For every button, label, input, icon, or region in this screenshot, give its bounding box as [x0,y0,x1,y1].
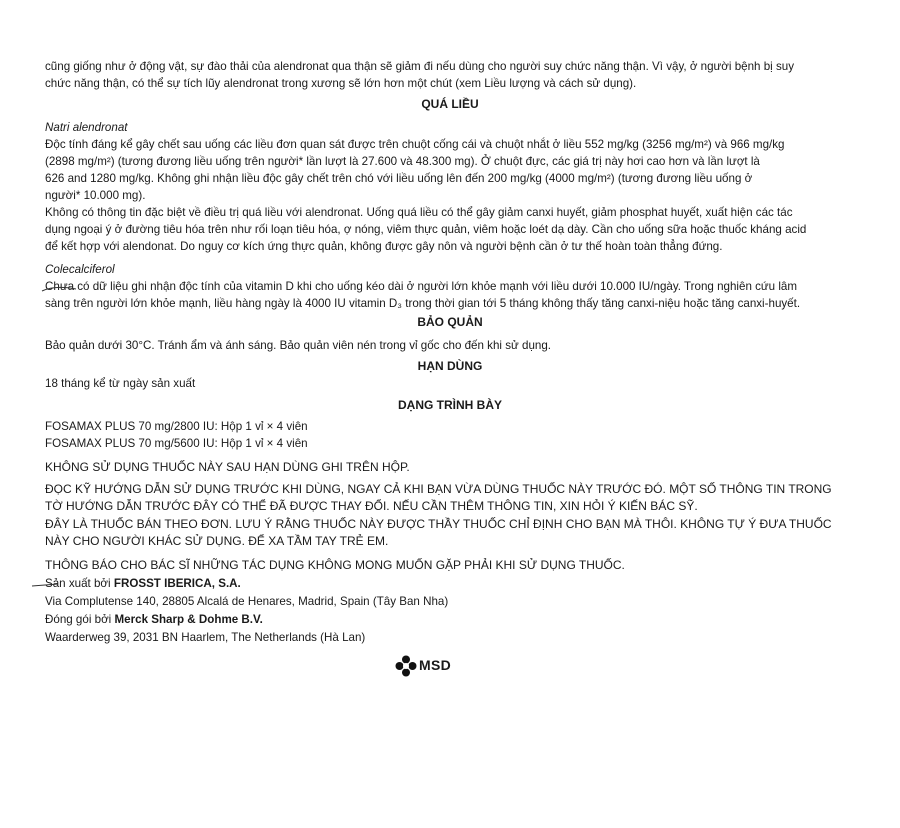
storage-heading: BẢO QUẢN [417,315,483,329]
made-address: Via Complutense 140, 28805 Alcalá de Henares, Madrid, Spain (Tây Ban Nha) [45,595,449,608]
packed-address: Waarderweg 39, 2031 BN Haarlem, The Netherlands (Hà Lan) [45,631,366,644]
overdose-heading: QUÁ LIỀU [421,97,479,111]
overdose-para1-line: (2898 mg/m²) (tương đương liều uống trên người* lần lượt là 27.600 và 48.300 mg). Ở chuột đực, các giá trị này hơi cao hơn và lần lượt là [45,155,760,168]
overdose-para2-line: Không có thông tin đặc biệt về điều trị quá liều với alendronat. Uống quá liều có thể gây giảm canxi huyết, giảm phosphat huyết, xuất hiện các tác [45,206,793,219]
overdose-para1-line: Độc tính đáng kể gây chết sau uống các liều đơn quan sát được trên chuột cống cái và chuột nhắt ở liều 552 mg/kg (3256 mg/m²) và 966 mg/kg [45,138,785,151]
overdose-para2-line: để kết hợp với alendonat. Do nguy cơ kích ứng thực quản, không được gây nôn và người bệnh cần ở tư thế hoàn toàn thẳng đứng. [45,240,723,253]
warning-read-leaflet: ĐỌC KỸ HƯỚNG DẪN SỬ DỤNG TRƯỚC KHI DÙNG, NGAY CẢ KHI BẠN VỪA DÙNG THUỐC NÀY TRƯỚC ĐÓ. MỘT SỐ THÔNG TIN TRONG TỜ HƯỚNG DẪN TRƯỚC ĐÂY CÓ THỂ ĐÃ ĐƯỢC THAY ĐỔI. NẾU CẦN THÊM THÔNG TIN, XIN HỎI Ý KIẾN BÁC SỸ. [45,482,832,513]
expiry-heading: HẠN DÙNG [417,359,483,373]
overdose-para1-line: người* 10.000 mg). [45,189,146,202]
made-by-name: FROSST IBERICA, S.A. [113,577,241,590]
overdose-para1-line: 626 and 1280 mg/kg. Không ghi nhận liều độc gây chết trên chó với liều uống lên đến 200 mg/kg (4000 mg/m²) (tương đương liều uống ở [45,172,753,185]
packer-line [45,611,865,628]
colecalciferol-subheading: Colecalciferol [45,263,115,276]
packed-by-name: Merck Sharp & Dohme B.V. [114,613,263,626]
storage-text: Bảo quản dưới 30°C. Tránh ẩm và ánh sáng. Bảo quản viên nén trong vỉ gốc cho đến khi sử dụng. [45,339,552,352]
warning-expiry: KHÔNG SỬ DỤNG THUỐC NÀY SAU HẠN DÙNG GHI TRÊN HỘP. [45,460,410,474]
overdose-para3-line: sàng trên người lớn khỏe mạnh, liều hàng ngày là 4000 IU vitamin D₃ trong thời gian tới 5 tháng không thấy tăng canxi-niệu hoặc tăng canxi-huyết. [45,297,801,310]
overdose-para3-line: Chưa có dữ liệu ghi nhận độc tính của vitamin D khi cho uống kéo dài ở người lớn khỏe mạnh với liều dưới 10.000 IU/ngày. Trong nghiên cứu lâm [45,280,798,293]
overdose-section [45,119,865,312]
msd-logo-text: MSD [419,657,452,673]
presentation-heading: DẠNG TRÌNH BÀY [398,398,502,412]
msd-logo-icon [395,655,417,677]
presentation-list [45,418,865,452]
manufacturer-line [45,575,865,592]
made-by-label: Sản xuất bởi [45,577,111,590]
pen-mark [40,284,80,294]
overdose-para2-line: dụng ngoại ý ở đường tiêu hóa trên như rối loạn tiêu hóa, ợ nóng, viêm thực quản, viêm hoặc loét dạ dày. Cần cho uống sữa hoặc thuốc kháng acid [45,223,807,236]
presentation-item: FOSAMAX PLUS 70 mg/5600 IU: Hộp 1 vỉ × 4 viên [45,437,308,450]
intro-paragraph: cũng giống như ở động vật, sự đào thải của alendronat qua thận sẽ giảm đi nếu dùng cho người suy chức năng thận. Vì vậy, ở người bệnh bị suy chức năng thận, có thể sự tích lũy alendronat trong xương sẽ lớn hơn một chút (xem Liều lượng và cách sử dụng). [45,60,795,90]
manufacturer-block [45,575,865,646]
warning-prescription: ĐÂY LÀ THUỐC BÁN THEO ĐƠN. LƯU Ý RẰNG THUỐC NÀY ĐƯỢC THẦY THUỐC CHỈ ĐỊNH CHO BẠN MÀ THÔI. KHÔNG TỰ Ý ĐƯA THUỐC NÀY CHO NGƯỜI KHÁC SỬ DỤNG. ĐỂ XA TẦM TAY TRẺ EM. [45,517,832,548]
pen-mark [30,580,60,590]
warning-side-effects: THÔNG BÁO CHO BÁC SĨ NHỮNG TÁC DỤNG KHÔNG MONG MUỐN GẶP PHẢI KHI SỬ DỤNG THUỐC. [45,558,625,572]
expiry-text: 18 tháng kể từ ngày sản xuất [45,377,196,390]
packed-by-label: Đóng gói bởi [45,613,112,626]
msd-logo [395,655,465,679]
presentation-item: FOSAMAX PLUS 70 mg/2800 IU: Hộp 1 vỉ × 4 viên [45,420,308,433]
alendronate-subheading: Natri alendronat [45,121,128,134]
